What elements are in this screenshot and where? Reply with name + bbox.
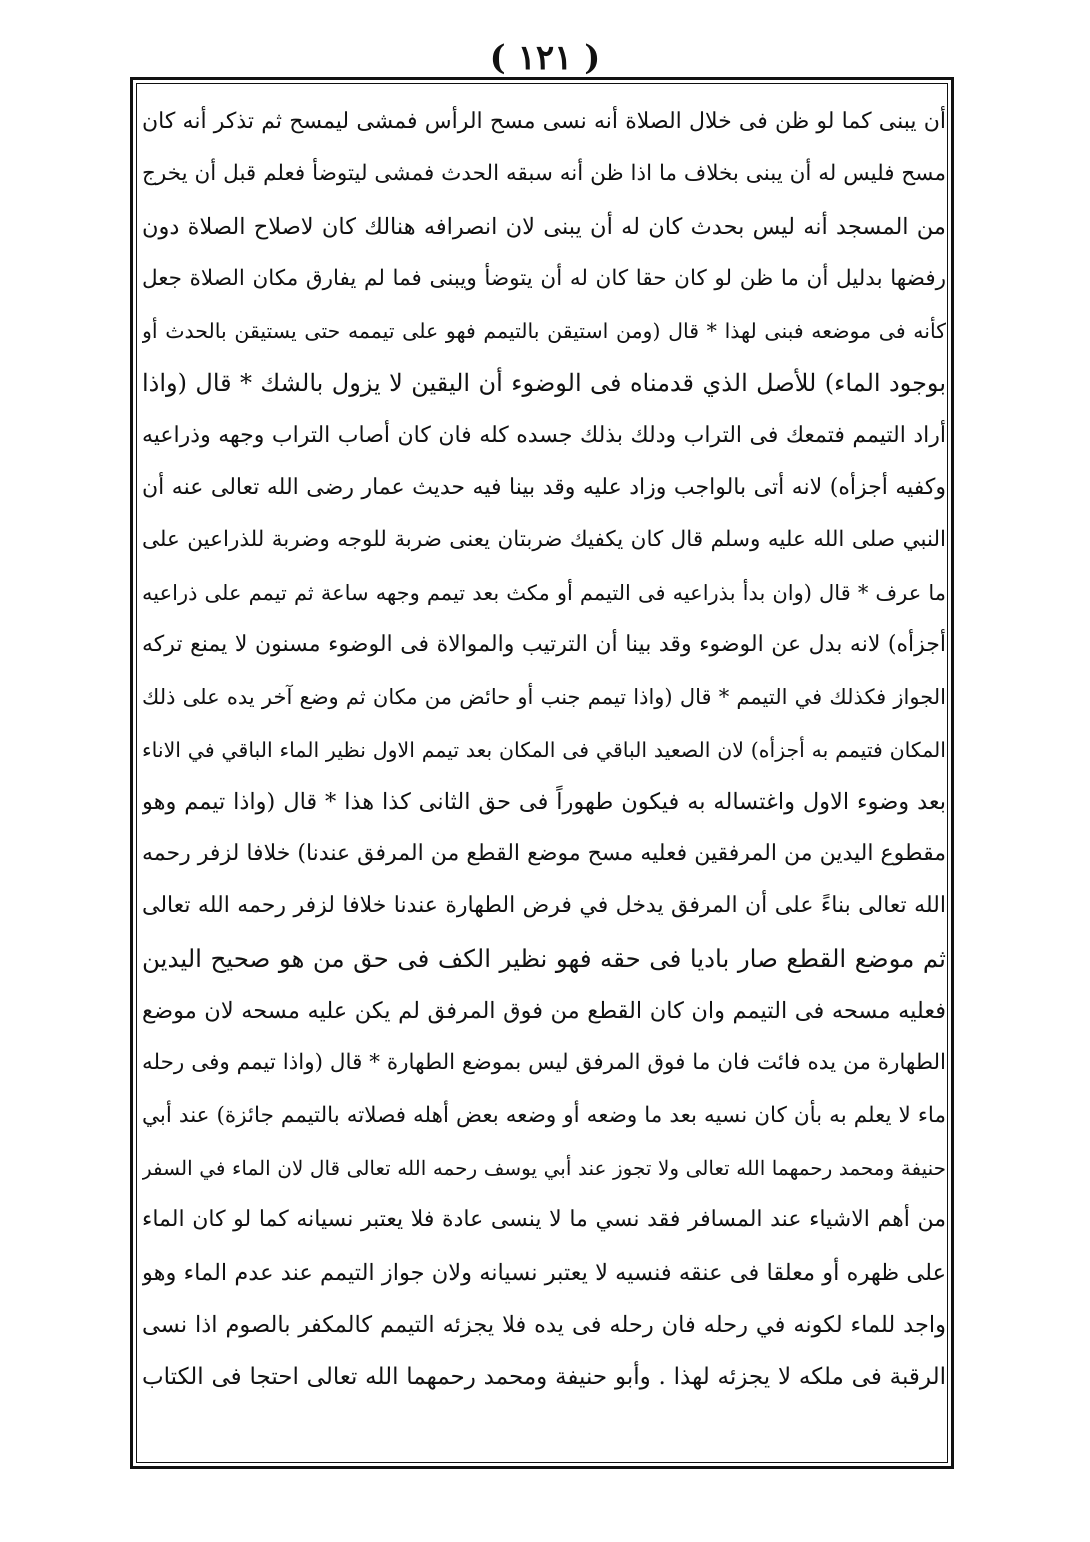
text-line: ماء لا يعلم به بأن كان نسيه بعد ما وضعه أو وضعه بعض أهله فصلاته بالتيمم جائزة) عند أبي: [142, 1102, 946, 1128]
text-line: مقطوع اليدين من المرفقين فعليه مسح موضع القطع من المرفق عندنا) خلافا لزفر رحمه: [142, 841, 946, 867]
text-line: أن يبنى كما لو ظن فى خلال الصلاة أنه نسى مسح الرأس فمشى ليمسح ثم تذكر أنه كان: [142, 109, 946, 134]
text-line: أراد التيمم فتمعك فى التراب ودلك بذلك جسده كله فان كان أصاب التراب وجهه وذراعيه: [142, 422, 946, 448]
text-line: ما عرف * قال (وان بدأ بذراعيه فى التيمم أو مكث بعد تيمم وجهه ساعة ثم تيمم على ذراعيه: [142, 580, 946, 605]
text-line: من المسجد أنه ليس بحدث كان له أن يبنى لان انصرافه هنالك كان لاصلاح الصلاة دون: [142, 213, 946, 240]
text-line: حنيفة ومحمد رحمهما الله تعالى ولا تجوز عند أبي يوسف رحمه الله تعالى قال لان الماء في السفر: [142, 1155, 946, 1180]
text-line: وكفيه أجزأه) لانه أتى بالواجب وزاد عليه وقد بينا فيه حديث عمار رضى الله تعالى عنه أن: [142, 475, 946, 501]
text-line: بوجود الماء) للأصل الذي قدمناه فى الوضوء أن اليقين لا يزول بالشك * قال (واذا: [142, 369, 946, 398]
text-line: المكان فتيمم به أجزأه) لان الصعيد الباقي فى المكان بعد تيمم الاول نظير الماء الباقي في الاناء: [142, 737, 946, 762]
text-line: من أهم الاشياء عند المسافر فقد نسي ما لا ينسى عادة فلا يعتبر نسيانه كما لو كان الماء: [142, 1207, 946, 1233]
text-line: كأنه فى موضعه فبنى لهذا * قال (ومن استيقن بالتيمم فهو على تيممه حتى يستيقن بالحدث أو: [142, 319, 946, 344]
text-line: ثم موضع القطع صار باديا فى حقه فهو نظير الكف فى حق من هو صحيح اليدين: [142, 943, 946, 973]
main-text-body: [142, 96, 946, 1456]
text-line: واجد للماء لكونه في رحله فان رحله فى يده فلا يجزئه التيمم كالمكفر بالصوم اذا نسى: [142, 1311, 946, 1338]
text-line: الطهارة من يده فائت فان ما فوق المرفق ليس بموضع الطهارة * قال (واذا تيمم وفى رحله: [142, 1050, 946, 1076]
text-line: على ظهره أو معلقا فى عنقه فنسيه لا يعتبر نسيانه ولان جواز التيمم عند عدم الماء وهو: [142, 1259, 946, 1286]
text-line: الله تعالى بناءً على أن المرفق يدخل في فرض الطهارة عندنا خلافا لزفر رحمه الله تعالى: [142, 893, 946, 919]
text-line: النبي صلى الله عليه وسلم قال كان يكفيك ضربتان يعنى ضربة للوجه وضربة للذراعين على: [142, 527, 946, 553]
text-line: أجزأه) لانه بدل عن الوضوء وقد بينا أن الترتيب والموالاة فى الوضوء مسنون لا يمنع تركه: [142, 631, 946, 657]
text-line: بعد وضوء الاول واغتساله به فيكون طهوراً فى حق الثانى كذا هذا * قال (واذا تيمم وهو: [142, 788, 946, 815]
text-line: رفضها بدليل أن ما ظن لو كان حقا كان له أن يتوضأ ويبنى فما لم يفارق مكان الصلاة جعل: [142, 265, 946, 291]
text-line: فعليه مسحه فى التيمم وان كان القطع من فوق المرفق لم يكن عليه مسحه لان موضع: [142, 998, 946, 1025]
text-line: الجواز فكذلك في التيمم * قال (واذا تيمم جنب أو حائض من مكان ثم وضع آخر يده على ذلك: [142, 685, 946, 710]
page-number: ( ١٢١ ): [489, 38, 601, 78]
text-line: مسح فليس له أن يبنى بخلاف ما اذا ظن أنه سبقه الحدث فمشى ليتوضأ فعلم قبل أن يخرج: [142, 161, 946, 187]
text-line: الرقبة فى ملكه لا يجزئه لهذا . وأبو حنيفة ومحمد رحمهما الله تعالى احتجا فى الكتاب: [142, 1364, 946, 1391]
